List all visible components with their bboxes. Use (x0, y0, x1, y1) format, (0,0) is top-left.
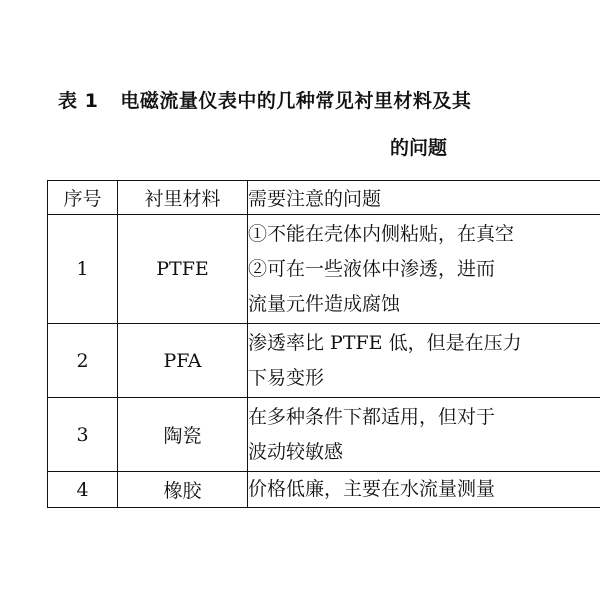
table-row (48, 215, 600, 324)
note-line: ②可在一些液体中渗透，进而 (248, 257, 496, 280)
note-line: 在多种条件下都适用，但对于 (248, 405, 496, 428)
note-line: ①不能在壳体内侧粘贴，在真空 (248, 222, 515, 245)
lining-material-cell: 陶瓷 (118, 398, 248, 472)
header-serial-number: 序号 (48, 181, 118, 215)
table-title: 电磁流量仪表中的几种常见衬里材料及其 (120, 90, 472, 112)
lining-material-cell: PTFE (118, 215, 248, 324)
note-line: 流量元件造成腐蚀 (248, 292, 401, 315)
table-header-row (48, 181, 600, 215)
lining-material-cell: 橡胶 (118, 472, 248, 508)
note-line: 下易变形 (248, 366, 325, 389)
note-line: 价格低廉，主要在水流量测量 (248, 478, 496, 500)
table-row (48, 398, 600, 472)
table-caption (58, 86, 471, 113)
serial-number-cell: 3 (48, 398, 118, 472)
serial-number-cell: 4 (48, 472, 118, 508)
serial-number-cell: 1 (48, 215, 118, 324)
note-line: 渗透率比 PTFE 低，但是在压力 (248, 331, 522, 354)
note-line: 波动较敏感 (248, 440, 344, 463)
serial-number-cell: 2 (48, 324, 118, 398)
table-row (48, 324, 600, 398)
lining-material-cell: PFA (118, 324, 248, 398)
notes-cell (248, 324, 600, 398)
table-number: 表 1 (58, 90, 99, 112)
table-row (48, 472, 600, 508)
header-lining-material: 衬里材料 (118, 181, 248, 215)
notes-cell (248, 215, 600, 324)
lining-materials-table (47, 180, 600, 508)
table-title-continued: 的问题 (390, 137, 448, 159)
notes-cell (248, 472, 600, 508)
notes-cell (248, 398, 600, 472)
header-notes: 需要注意的问题 (248, 181, 600, 215)
